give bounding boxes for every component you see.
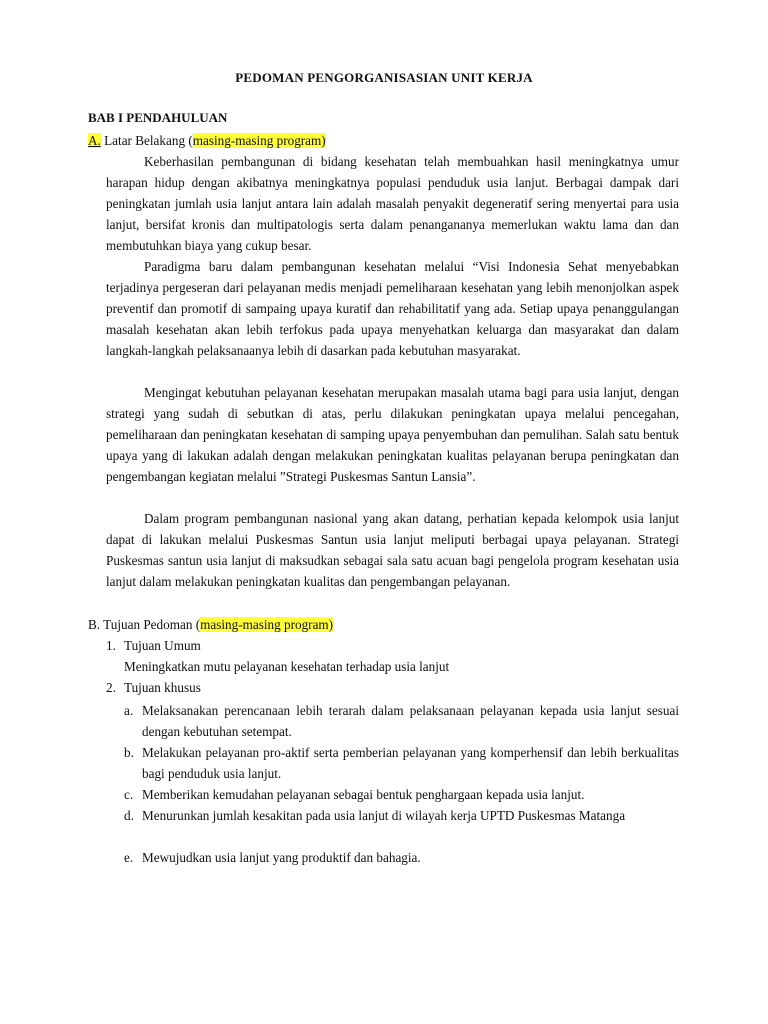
section-b-label: Tujuan Pedoman ( — [103, 617, 201, 632]
list-item-text: Melakukan pelayanan pro-aktif serta pemberian pelayanan yang komperhensif dan lebih berkualitas bagi penduduk usia lanjut. — [142, 745, 679, 781]
paragraph-a2: Paradigma baru dalam pembangunan kesehatan melalui “Visi Indonesia Sehat menyebabkan terjadinya pergeseran dari pelayanan medis menjadi pemeliharaan kesehatan yang lebih menonjolkan aspek preventif dan promotif di sampaing upaya kuratif dan rehabilitatif yang ada. Setiap upaya penanggulangan masalah kesehatan akan lebih terfokus pada upaya menyehatkan keluarga dan masyarakat dan dalam langkah-langkah pelaksanaanya lebih di dasarkan pada kebutuhan masyarakat. — [106, 259, 679, 358]
section-b-highlight: masing-masing program) — [200, 617, 334, 632]
list-item-text: Memberikan kemudahan pelayanan sebagai bentuk penghargaan kepada usia lanjut. — [142, 787, 585, 802]
list-item — [124, 806, 679, 827]
section-a-highlight: masing-masing program) — [192, 133, 326, 148]
list-item — [124, 785, 679, 806]
list-item-letter: c. — [124, 787, 134, 802]
list-item-letter: d. — [124, 808, 134, 823]
tujuan-khusus-number: 2. — [106, 680, 116, 695]
list-item — [124, 743, 679, 785]
list-item-text: Mewujudkan usia lanjut yang produktif dan bahagia. — [142, 850, 421, 865]
section-a-marker: A. — [88, 133, 101, 148]
tujuan-khusus-item — [106, 680, 201, 696]
section-b-marker: B. — [88, 617, 101, 632]
tujuan-umum-text: Meningkatkan mutu pelayanan kesehatan terhadap usia lanjut — [124, 659, 450, 674]
list-item-letter: a. — [124, 703, 134, 718]
tujuan-umum-number: 1. — [106, 638, 116, 653]
list-item-text: Menurunkan jumlah kesakitan pada usia lanjut di wilayah kerja UPTD Puskesmas Matanga — [142, 808, 626, 823]
list-item-letter: e. — [124, 850, 134, 865]
document-title: PEDOMAN PENGORGANISASIAN UNIT KERJA — [235, 70, 533, 85]
list-item-text: Melaksanakan perencanaan lebih terarah dalam pelaksanaan pelayanan kepada usia lanjut sesuai dengan kebutuhan setempat. — [142, 703, 679, 739]
paragraph-a3: Mengingat kebutuhan pelayanan kesehatan merupakan masalah utama bagi para usia lanjut, dengan strategi yang sudah di sebutkan di atas, perlu dilakukan peningkatan upaya melalui pencegahan, pemeliharaan dan peningkatan kesehatan di samping upaya penyembuhan dan pemulihan. Salah satu bentuk upaya yang di lakukan adalah dengan melakukan peningkatan kualitas pelayanan berupa peningkatan dan pengembangan kegiatan melalui ”Strategi Puskesmas Santun Lansia”. — [106, 385, 679, 484]
list-item — [124, 701, 679, 743]
tujuan-khusus-label: Tujuan khusus — [124, 680, 201, 695]
section-b-heading — [88, 617, 333, 633]
list-item — [124, 848, 679, 869]
list-item-letter: b. — [124, 745, 134, 760]
tujuan-umum-label: Tujuan Umum — [124, 638, 201, 653]
paragraph-a1: Keberhasilan pembangunan di bidang kesehatan telah membuahkan hasil meningkatnya umur harapan hidup dengan akibatnya meningkatnya populasi penduduk usia lanjut. Berbagai dampak dari peningkatan jumlah usia lanjut antara lain adalah masalah penyakit degeneratif sering menyertai para usia lanjut, bersifat kronis dan multipatologis serta dalam penangananya memerlukan waktu lama dan dan membutuhkan biaya yang cukup besar. — [106, 154, 679, 253]
chapter-heading: BAB I PENDAHULUAN — [88, 110, 228, 125]
section-a-label: Latar Belakang ( — [104, 133, 193, 148]
tujuan-umum-item — [106, 638, 201, 654]
section-a-heading — [88, 133, 326, 149]
paragraph-a4: Dalam program pembangunan nasional yang akan datang, perhatian kepada kelompok usia lanjut dapat di lakukan melalui Puskesmas Santun usia lanjut meliputi berbagai upaya pelayanan. Strategi Puskesmas santun usia lanjut di maksudkan sebagai sala satu acuan bagi pengelola program kesehatan usia lanjut dalam melakukan peningkatan kualitas dan pengembangan pelayanan. — [106, 511, 679, 589]
